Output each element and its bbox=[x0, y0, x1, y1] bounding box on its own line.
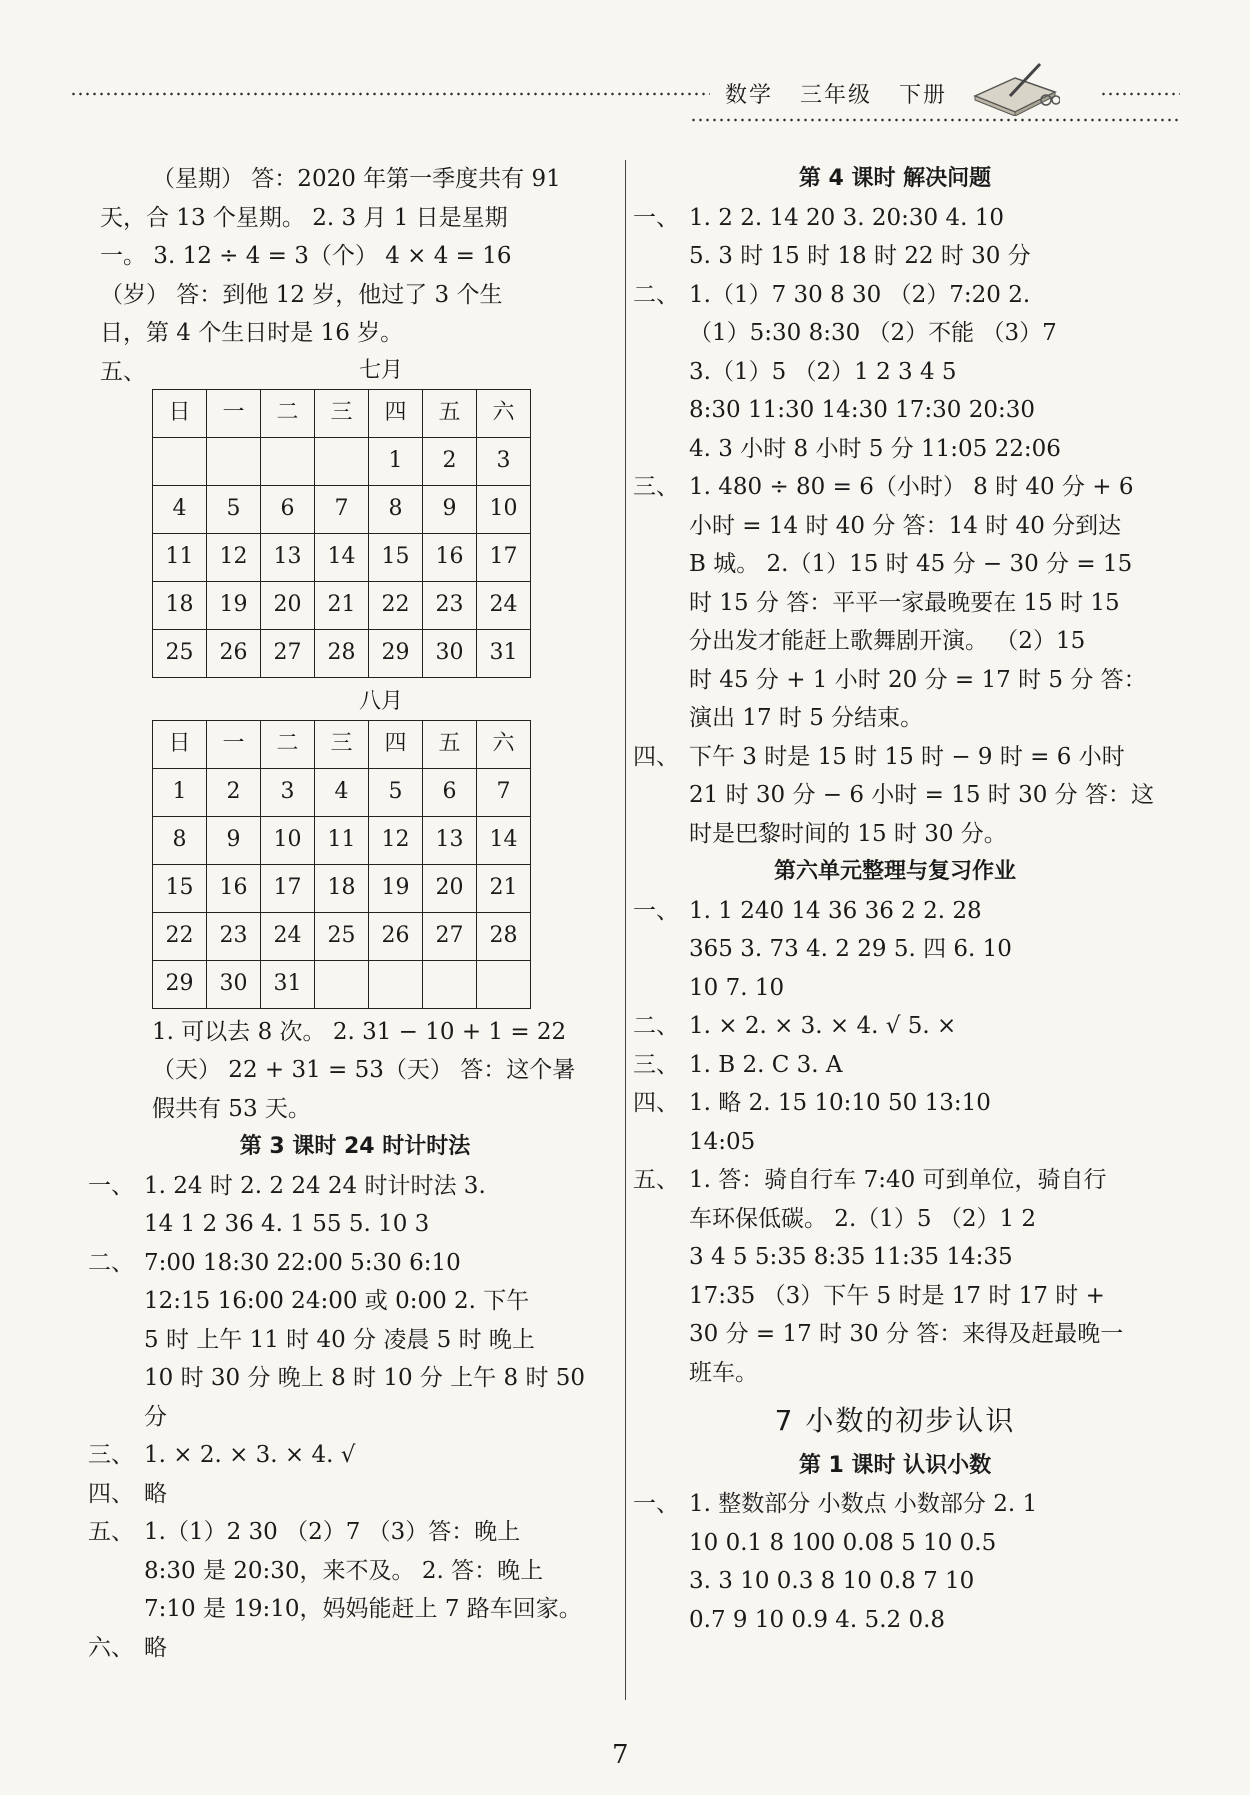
answer-line bbox=[645, 314, 1145, 353]
answer-text: 分 bbox=[144, 1403, 167, 1430]
calendar-day-cell: 27 bbox=[261, 629, 315, 677]
answer-text: 时是巴黎时间的 15 时 30 分。 bbox=[689, 820, 1007, 847]
july-calendar bbox=[152, 389, 531, 678]
dotted-rule-under bbox=[690, 118, 1180, 122]
calendar-day-cell: 17 bbox=[477, 533, 531, 581]
left-intro bbox=[100, 160, 610, 353]
answer-line bbox=[100, 1205, 610, 1244]
text-line: 一。 3. 12 ÷ 4 = 3（个） 4 × 4 = 16 bbox=[100, 243, 512, 269]
answer-text: 1. B 2. C 3. A bbox=[689, 1051, 843, 1078]
answer-label: 二、 bbox=[88, 1249, 134, 1276]
answer-line bbox=[645, 1601, 1145, 1640]
answer-line bbox=[633, 276, 1145, 315]
answer-line bbox=[645, 545, 1145, 584]
answer-text: 1. 略 2. 15 10:10 50 13:10 bbox=[689, 1090, 991, 1116]
calendar-day-cell: 14 bbox=[477, 816, 531, 864]
answer-text: 1. 480 ÷ 80 = 6（小时） 8 时 40 分 + 6 bbox=[689, 474, 1134, 500]
calendar-day-cell: 26 bbox=[207, 629, 261, 677]
calendar-day-cell: 5 bbox=[369, 768, 423, 816]
header-volume: 下册 bbox=[899, 83, 948, 108]
weekday-header: 日 bbox=[153, 720, 207, 768]
calendar-day-cell: 2 bbox=[207, 768, 261, 816]
lesson3-answers bbox=[88, 1167, 610, 1668]
answer-text: 17:35 （3）下午 5 时是 17 时 17 时 + bbox=[689, 1282, 1105, 1309]
calendar-day-cell: 13 bbox=[423, 816, 477, 864]
answer-text: 1. 24 时 2. 2 24 24 时计时法 3. bbox=[144, 1172, 486, 1199]
answer-label: 一、 bbox=[633, 897, 679, 924]
text-line: 日，第 4 个生日时是 16 岁。 bbox=[100, 320, 404, 346]
section-five bbox=[100, 353, 610, 1009]
calendar-day-cell: 14 bbox=[315, 533, 369, 581]
answer-line bbox=[645, 1562, 1145, 1601]
calendar-day-cell bbox=[261, 437, 315, 485]
answer-line bbox=[633, 1046, 1145, 1085]
calendar-day-cell: 1 bbox=[153, 768, 207, 816]
calendar-day-cell: 19 bbox=[369, 864, 423, 912]
calendar-day-cell: 20 bbox=[423, 864, 477, 912]
answer-label: 四、 bbox=[88, 1480, 134, 1507]
calendar-day-cell: 12 bbox=[207, 533, 261, 581]
answer-line bbox=[645, 930, 1145, 969]
answer-text: 8:30 11:30 14:30 17:30 20:30 bbox=[689, 397, 1036, 423]
answer-line bbox=[645, 507, 1145, 546]
column-divider bbox=[625, 160, 626, 1700]
calendar-day-cell: 1 bbox=[369, 437, 423, 485]
answer-text: （1）5:30 8:30 （2）不能 （3）7 bbox=[689, 320, 1057, 346]
calendar-day-cell: 31 bbox=[477, 629, 531, 677]
answer-text: 10 0.1 8 100 0.08 5 10 0.5 bbox=[689, 1529, 997, 1556]
calendar-day-cell: 21 bbox=[315, 581, 369, 629]
weekday-header: 一 bbox=[207, 389, 261, 437]
answer-line bbox=[645, 661, 1145, 700]
calendar-day-cell: 22 bbox=[153, 912, 207, 960]
weekday-header: 二 bbox=[261, 720, 315, 768]
header-grade: 三年级 bbox=[800, 83, 873, 108]
calendar-day-cell: 23 bbox=[423, 581, 477, 629]
answer-text: 班车。 bbox=[689, 1359, 758, 1386]
calendar-day-cell: 15 bbox=[153, 864, 207, 912]
calendar-day-cell: 25 bbox=[315, 912, 369, 960]
answer-text: 12:15 16:00 24:00 或 0:00 2. 下午 bbox=[144, 1288, 530, 1314]
august-calendar bbox=[152, 720, 531, 1009]
page-header bbox=[70, 78, 1180, 138]
unit7-title: 7 小数的初步认识 bbox=[774, 1404, 1016, 1437]
calendar-week-row bbox=[153, 816, 531, 864]
answer-label: 二、 bbox=[633, 281, 679, 308]
answer-line bbox=[100, 1282, 610, 1321]
answer-label: 一、 bbox=[633, 204, 679, 231]
page-number: 7 bbox=[612, 1740, 629, 1770]
text-line: 假共有 53 天。 bbox=[152, 1095, 311, 1122]
calendar-day-cell: 18 bbox=[315, 864, 369, 912]
dotted-rule-right bbox=[1100, 92, 1180, 96]
calendar-week-row bbox=[153, 864, 531, 912]
lesson4-answers bbox=[633, 199, 1154, 854]
lesson3-title: 第 3 课时 24 时计时法 bbox=[239, 1134, 471, 1159]
calendar-day-cell: 6 bbox=[423, 768, 477, 816]
answer-label: 一、 bbox=[633, 1491, 679, 1517]
text-line: （天） 22 + 31 = 53（天） 答：这个暑 bbox=[152, 1057, 576, 1083]
answer-line bbox=[100, 1590, 610, 1629]
calendar-day-cell: 24 bbox=[477, 581, 531, 629]
calendar-day-cell: 7 bbox=[315, 485, 369, 533]
answer-text: 3. 3 10 0.3 8 10 0.8 7 10 bbox=[689, 1568, 975, 1594]
answer-line bbox=[645, 353, 1145, 392]
text-line: 天，合 13 个星期。 2. 3 月 1 日是星期 bbox=[100, 204, 508, 231]
answer-text: 演出 17 时 5 分结束。 bbox=[689, 705, 924, 731]
answer-text: 1. × 2. × 3. × 4. √ 5. × bbox=[689, 1013, 957, 1039]
answer-text: 1. 答：骑自行车 7:40 可到单位，骑自行 bbox=[689, 1167, 1107, 1193]
calendar-day-cell: 4 bbox=[315, 768, 369, 816]
calendar-day-cell: 23 bbox=[207, 912, 261, 960]
calendar-day-cell: 12 bbox=[369, 816, 423, 864]
answer-text: 5. 3 时 15 时 18 时 22 时 30 分 bbox=[689, 243, 1031, 269]
answer-line bbox=[633, 1485, 1145, 1524]
calendar-day-cell: 3 bbox=[261, 768, 315, 816]
weekday-header: 四 bbox=[369, 720, 423, 768]
calendar-day-cell: 31 bbox=[261, 960, 315, 1008]
calendar-day-cell: 10 bbox=[477, 485, 531, 533]
answer-line bbox=[88, 1436, 610, 1475]
answer-line bbox=[88, 1629, 610, 1668]
answer-label: 三、 bbox=[633, 474, 679, 500]
calendar-week-row bbox=[153, 912, 531, 960]
calendar-week-row bbox=[153, 960, 531, 1008]
answer-line bbox=[645, 1354, 1145, 1393]
calendar-day-cell bbox=[423, 960, 477, 1008]
lesson1-answers bbox=[633, 1485, 1145, 1639]
calendar-day-cell: 27 bbox=[423, 912, 477, 960]
answer-text: 1.（1）2 30 （2）7 （3）答：晚上 bbox=[144, 1519, 521, 1545]
calendar-day-cell: 19 bbox=[207, 581, 261, 629]
calendar-day-cell: 9 bbox=[207, 816, 261, 864]
answer-text: 10 7. 10 bbox=[689, 974, 785, 1001]
review-answers bbox=[633, 892, 1145, 1393]
calendar-day-cell: 29 bbox=[369, 629, 423, 677]
answer-text: 1.（1）7 30 8 30 （2）7:20 2. bbox=[689, 281, 1031, 308]
text-line: （星期） 答：2020 年第一季度共有 91 bbox=[152, 166, 561, 192]
answer-text: 7:10 是 19:10，妈妈能赶上 7 路车回家。 bbox=[144, 1596, 582, 1622]
header-title bbox=[725, 78, 965, 109]
calendar-day-cell: 8 bbox=[153, 816, 207, 864]
answer-text: 略 bbox=[144, 1480, 167, 1507]
calendar-day-cell bbox=[153, 437, 207, 485]
weekday-header: 日 bbox=[153, 389, 207, 437]
answer-label: 四、 bbox=[633, 1090, 679, 1116]
answer-text: 下午 3 时是 15 时 15 时 − 9 时 = 6 小时 bbox=[689, 743, 1125, 770]
answer-line bbox=[645, 815, 1145, 854]
calendar-day-cell bbox=[315, 437, 369, 485]
calendar-day-cell: 8 bbox=[369, 485, 423, 533]
answer-text: 14:05 bbox=[689, 1128, 756, 1155]
answer-line bbox=[633, 1007, 1145, 1046]
answer-text: 3.（1）5 （2）1 2 3 4 5 bbox=[689, 358, 957, 385]
calendar-week-row bbox=[153, 629, 531, 677]
calendar-day-cell: 22 bbox=[369, 581, 423, 629]
weekday-header: 三 bbox=[315, 720, 369, 768]
weekday-header: 五 bbox=[423, 389, 477, 437]
answer-text: 3 4 5 5:35 8:35 11:35 14:35 bbox=[689, 1244, 1013, 1270]
answer-line bbox=[645, 622, 1145, 661]
weekday-header: 五 bbox=[423, 720, 477, 768]
weekday-header: 六 bbox=[477, 389, 531, 437]
answer-line bbox=[88, 1244, 610, 1283]
calendar-day-cell: 16 bbox=[207, 864, 261, 912]
left-column bbox=[88, 160, 610, 1667]
answer-label: 四、 bbox=[633, 743, 679, 770]
answer-text: 小时 = 14 时 40 分 答：14 时 40 分到达 bbox=[689, 512, 1122, 539]
answer-text: 时 15 分 答：平平一家最晚要在 15 时 15 bbox=[689, 589, 1120, 616]
calendar-day-cell: 3 bbox=[477, 437, 531, 485]
answer-line bbox=[633, 738, 1145, 777]
answer-line bbox=[100, 1359, 610, 1398]
calendar-day-cell: 20 bbox=[261, 581, 315, 629]
answer-line bbox=[645, 237, 1145, 276]
answer-label: 二、 bbox=[633, 1013, 679, 1039]
answer-line bbox=[645, 391, 1145, 430]
review-title: 第六单元整理与复习作业 bbox=[773, 859, 1016, 884]
answer-line bbox=[645, 776, 1154, 815]
answer-line bbox=[645, 430, 1145, 469]
answer-line bbox=[645, 1524, 1145, 1563]
answer-text: 10 时 30 分 晚上 8 时 10 分 上午 8 时 50 bbox=[144, 1365, 586, 1391]
calendar-day-cell: 28 bbox=[315, 629, 369, 677]
calendar-day-cell bbox=[315, 960, 369, 1008]
answer-line bbox=[88, 1167, 610, 1206]
answer-text: 1. 1 240 14 36 36 2 2. 28 bbox=[689, 897, 982, 924]
answer-label: 三、 bbox=[633, 1051, 679, 1078]
answer-text: 5 时 上午 11 时 40 分 凌晨 5 时 晚上 bbox=[144, 1326, 535, 1353]
calendar-day-cell: 18 bbox=[153, 581, 207, 629]
answer-line bbox=[100, 1398, 610, 1437]
answer-text: 21 时 30 分 − 6 小时 = 15 时 30 分 答：这 bbox=[689, 782, 1154, 808]
answer-text: 7:00 18:30 22:00 5:30 6:10 bbox=[144, 1249, 461, 1276]
answer-line bbox=[100, 1321, 610, 1360]
answer-label: 一、 bbox=[88, 1172, 134, 1199]
answer-text: 车环保低碳。 2.（1）5 （2）1 2 bbox=[689, 1205, 1037, 1232]
calendar-day-cell bbox=[207, 437, 261, 485]
calendar-day-cell: 28 bbox=[477, 912, 531, 960]
calendar-day-cell: 29 bbox=[153, 960, 207, 1008]
weekday-header: 六 bbox=[477, 720, 531, 768]
answer-line bbox=[645, 1200, 1145, 1239]
book-pen-icon bbox=[970, 56, 1060, 116]
answer-line bbox=[645, 1315, 1145, 1354]
answer-line bbox=[88, 1475, 610, 1514]
august-title: 八月 bbox=[358, 688, 403, 714]
july-title: 七月 bbox=[358, 357, 403, 383]
answer-line bbox=[633, 199, 1145, 238]
calendar-day-cell: 2 bbox=[423, 437, 477, 485]
answer-text: 略 bbox=[144, 1634, 167, 1661]
weekday-header: 三 bbox=[315, 389, 369, 437]
calendar-day-cell: 10 bbox=[261, 816, 315, 864]
calendar-week-row bbox=[153, 768, 531, 816]
weekday-header: 二 bbox=[261, 389, 315, 437]
answer-line bbox=[645, 1238, 1145, 1277]
calendar-week-row bbox=[153, 581, 531, 629]
answer-text: 时 45 分 + 1 小时 20 分 = 17 时 5 分 答： bbox=[689, 666, 1147, 693]
calendar-day-cell: 4 bbox=[153, 485, 207, 533]
answer-text: 4. 3 小时 8 小时 5 分 11:05 22:06 bbox=[689, 435, 1061, 462]
calendar-day-cell: 9 bbox=[423, 485, 477, 533]
answer-text: 1. × 2. × 3. × 4. √ bbox=[144, 1442, 356, 1468]
answer-line bbox=[633, 1161, 1145, 1200]
answer-label: 五、 bbox=[633, 1167, 679, 1193]
answer-text: 0.7 9 10 0.9 4. 5.2 0.8 bbox=[689, 1606, 946, 1633]
dotted-rule-left bbox=[70, 92, 710, 96]
answer-line bbox=[88, 1513, 610, 1552]
calendar-day-cell: 17 bbox=[261, 864, 315, 912]
answer-text: 14 1 2 36 4. 1 55 5. 10 3 bbox=[144, 1211, 430, 1237]
answer-text: 分出发才能赶上歌舞剧开演。 （2）15 bbox=[689, 628, 1086, 654]
calendar-day-cell: 30 bbox=[423, 629, 477, 677]
answer-line bbox=[645, 584, 1145, 623]
calendar-day-cell: 6 bbox=[261, 485, 315, 533]
calendar-day-cell: 5 bbox=[207, 485, 261, 533]
weekday-header: 一 bbox=[207, 720, 261, 768]
calendar-day-cell: 25 bbox=[153, 629, 207, 677]
answer-line bbox=[645, 1123, 1145, 1162]
calendar-day-cell: 7 bbox=[477, 768, 531, 816]
calendar-day-cell: 21 bbox=[477, 864, 531, 912]
answer-line bbox=[633, 1084, 1145, 1123]
header-subject: 数学 bbox=[725, 83, 774, 108]
answer-label: 六、 bbox=[88, 1634, 134, 1661]
lesson1-title: 第 1 课时 认识小数 bbox=[798, 1452, 992, 1478]
calendar-day-cell: 26 bbox=[369, 912, 423, 960]
text-line: 1. 可以去 8 次。 2. 31 − 10 + 1 = 22 bbox=[152, 1018, 567, 1045]
calendar-day-cell bbox=[477, 960, 531, 1008]
calendar-day-cell bbox=[369, 960, 423, 1008]
calendar-week-row bbox=[153, 485, 531, 533]
section-five-label: 五、 bbox=[100, 358, 146, 385]
answer-text: 365 3. 73 4. 2 29 5. 四 6. 10 bbox=[689, 936, 1012, 962]
answer-text: 1. 整数部分 小数点 小数部分 2. 1 bbox=[689, 1491, 1038, 1517]
lesson4-title: 第 4 课时 解决问题 bbox=[798, 166, 992, 191]
answer-line bbox=[645, 969, 1145, 1008]
answer-line bbox=[645, 1277, 1145, 1316]
calendar-week-row bbox=[153, 437, 531, 485]
right-column bbox=[633, 160, 1154, 1639]
answer-label: 三、 bbox=[88, 1442, 134, 1468]
answer-line bbox=[100, 1552, 610, 1591]
answer-line bbox=[633, 468, 1145, 507]
text-line: （岁） 答：到他 12 岁，他过了 3 个生 bbox=[100, 281, 503, 308]
calendar-day-cell: 11 bbox=[315, 816, 369, 864]
calendar-day-cell: 15 bbox=[369, 533, 423, 581]
answer-line bbox=[645, 699, 1145, 738]
calendar-day-cell: 16 bbox=[423, 533, 477, 581]
calendar-day-cell: 11 bbox=[153, 533, 207, 581]
calendar-day-cell: 30 bbox=[207, 960, 261, 1008]
calendar-week-row bbox=[153, 533, 531, 581]
answer-text: 1. 2 2. 14 20 3. 20:30 4. 10 bbox=[689, 204, 1004, 231]
after-calendar-text bbox=[100, 1013, 610, 1129]
answer-text: 8:30 是 20:30，来不及。 2. 答：晚上 bbox=[144, 1557, 544, 1584]
answer-line bbox=[633, 892, 1145, 931]
answer-text: 30 分 = 17 时 30 分 答：来得及赶最晚一 bbox=[689, 1321, 1124, 1347]
answer-text: B 城。 2.（1）15 时 45 分 − 30 分 = 15 bbox=[689, 551, 1133, 577]
calendar-day-cell: 24 bbox=[261, 912, 315, 960]
calendar-day-cell: 13 bbox=[261, 533, 315, 581]
weekday-header: 四 bbox=[369, 389, 423, 437]
answer-label: 五、 bbox=[88, 1519, 134, 1545]
